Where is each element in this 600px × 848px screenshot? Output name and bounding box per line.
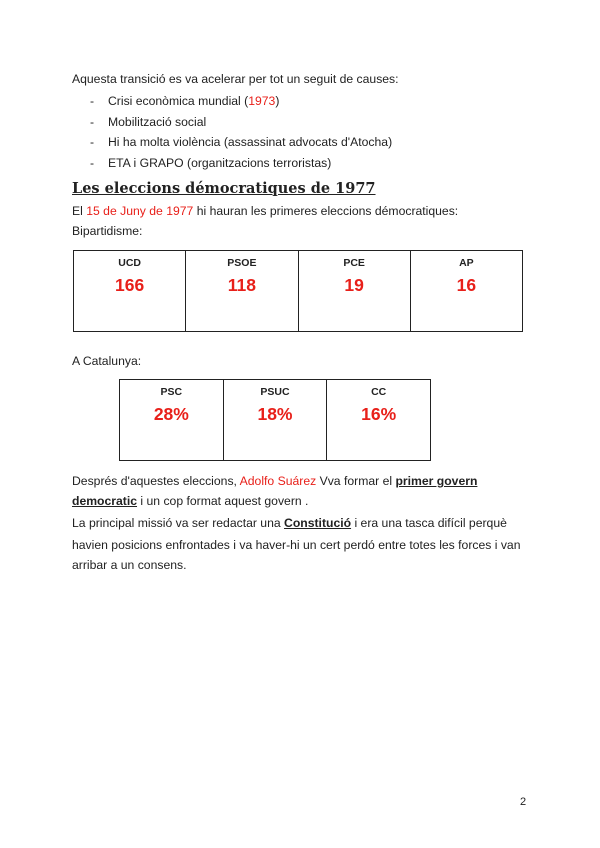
- party-name: PSUC: [260, 386, 290, 398]
- results-cell: [186, 251, 298, 332]
- results-cell: [327, 380, 431, 461]
- mission-paragraph-line-2: havien posicions enfrontades i va haver-hi un cert perdó entre totes les forces i van: [72, 538, 521, 552]
- spain-results-table: [73, 250, 523, 332]
- year-highlight: 1973: [248, 94, 276, 108]
- emphasis-term: democratic: [72, 494, 138, 508]
- intro-text: Aquesta transició es va acelerar per tot un seguit de causes:: [72, 72, 399, 86]
- party-name: UCD: [118, 257, 141, 269]
- bullet-marker: -: [90, 156, 95, 170]
- results-cell: [120, 380, 224, 461]
- results-cell: [223, 380, 327, 461]
- election-date: 15 de Juny de 1977: [86, 204, 194, 218]
- seat-count: 166: [115, 275, 145, 295]
- vote-share: 28%: [153, 404, 189, 424]
- elections-date-line: El 15 de Juny de 1977 hi hauran les primeres eleccions démocratiques:: [72, 204, 459, 218]
- government-paragraph-line-2: democratic i un cop format aquest govern .: [72, 494, 309, 508]
- person-name: Adolfo Suárez: [239, 474, 317, 488]
- bullet-marker: -: [90, 135, 95, 149]
- party-name: CC: [371, 386, 387, 398]
- section-heading: Les eleccions démocratiques de 1977: [72, 180, 376, 197]
- bullet-item: - ETA i GRAPO (organitzacions terroristas): [90, 156, 332, 170]
- party-name: PSC: [160, 386, 183, 398]
- emphasis-term: primer govern: [395, 474, 478, 488]
- bullet-marker: -: [90, 115, 95, 129]
- catalonia-results-table: [119, 379, 431, 461]
- bullet-item: - Hi ha molta violència (assassinat advocats d'Atocha): [90, 135, 393, 149]
- results-cell: [410, 251, 522, 332]
- seat-count: 16: [456, 275, 477, 295]
- bullet-item: - Crisi econòmica mundial (1973): [90, 94, 280, 108]
- vote-share: 16%: [361, 404, 397, 424]
- party-name: PCE: [343, 257, 365, 269]
- bipartidisme-label: Bipartidisme:: [72, 224, 143, 238]
- emphasis-term: Constitució: [284, 516, 352, 530]
- party-name: PSOE: [227, 257, 257, 269]
- bullet-item: - Mobilització social: [90, 115, 207, 129]
- vote-share: 18%: [257, 404, 293, 424]
- party-name: AP: [459, 257, 474, 269]
- catalonia-label: A Catalunya:: [72, 354, 142, 368]
- page-number: 2: [520, 796, 527, 808]
- bullet-marker: -: [90, 94, 95, 108]
- seat-count: 19: [344, 275, 364, 295]
- mission-paragraph-line-3: arribar a un consens.: [72, 558, 187, 572]
- mission-paragraph-line-1: La principal missió va ser redactar una Constitució i era una tasca difícil perquè: [72, 516, 507, 530]
- government-paragraph-line-1: Després d'aquestes eleccions, Adolfo Suárez Vva formar el primer govern: [72, 474, 478, 488]
- results-cell: [74, 251, 186, 332]
- seat-count: 118: [227, 275, 256, 295]
- results-cell: [298, 251, 410, 332]
